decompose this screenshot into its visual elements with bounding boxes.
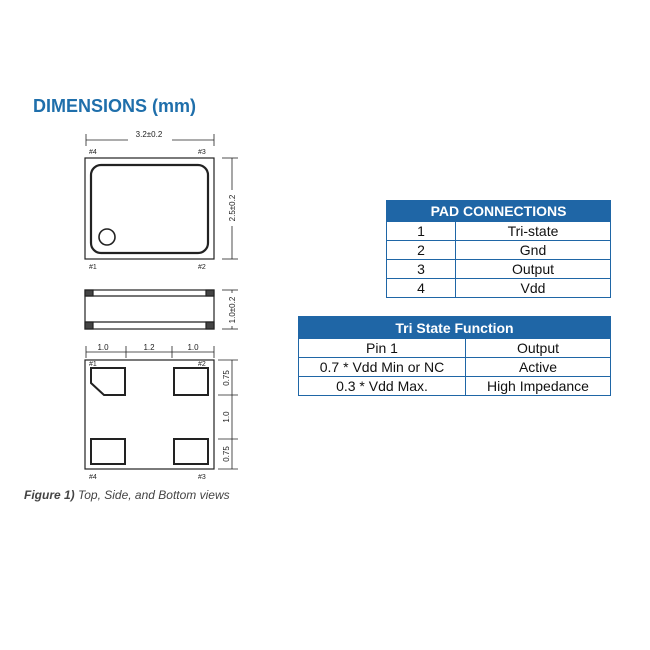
top-pin-label: #3 [198,149,206,156]
pad-pin-cell: 1 [387,222,456,241]
top-view [85,134,238,259]
top-pin-label: #4 [89,149,97,156]
bottom-dim-label: 0.75 [222,370,231,386]
figure-caption [24,488,230,502]
pad-function-cell: Gnd [456,241,611,260]
tri-output-cell: High Impedance [466,377,611,396]
top-pin-label: #1 [89,264,97,271]
bottom-view [85,346,238,469]
pad-function-cell: Vdd [456,279,611,298]
tri-input-cell: Pin 1 [299,339,466,358]
pad-function-cell: Tri-state [456,222,611,241]
side-height-dim-label: 1.0±0.2 [228,296,237,324]
bottom-dim-label: 1.2 [143,343,155,352]
tri-table-title: Tri State Function [299,317,611,339]
tri-input-cell: 0.3 * Vdd Max. [299,377,466,396]
table-row [387,279,611,298]
top-width-dim-label: 3.2±0.2 [135,130,163,139]
pad-connections-table [386,200,611,298]
side-view [85,290,238,329]
pad-pin-cell: 4 [387,279,456,298]
bottom-pin-label: #1 [89,361,97,368]
page-title: DIMENSIONS (mm) [33,96,197,116]
table-row [299,377,611,396]
top-pin-label: #2 [198,264,206,271]
tri-input-cell: 0.7 * Vdd Min or NC [299,358,466,377]
tri-state-function-table [298,316,611,396]
figure-caption-text: Top, Side, and Bottom views [74,488,230,502]
table-row [299,358,611,377]
bottom-pin-label: #4 [89,474,97,481]
bottom-dim-label: 0.75 [222,446,231,462]
bottom-pin-label: #2 [198,361,206,368]
table-row [299,339,611,358]
pad-function-cell: Output [456,260,611,279]
bottom-dim-label: 1.0 [222,411,231,423]
pad-pin-cell: 2 [387,241,456,260]
table-row [387,241,611,260]
table-row [387,222,611,241]
top-height-dim-label: 2.5±0.2 [228,194,237,222]
tri-output-cell: Active [466,358,611,377]
tri-output-cell: Output [466,339,611,358]
table-row [387,260,611,279]
pad-table-title: PAD CONNECTIONS [387,201,611,222]
pad-pin-cell: 3 [387,260,456,279]
figure-caption-label: Figure 1) [24,488,75,502]
bottom-pin-label: #3 [198,474,206,481]
bottom-dim-label: 1.0 [187,343,199,352]
bottom-dim-label: 1.0 [97,343,109,352]
